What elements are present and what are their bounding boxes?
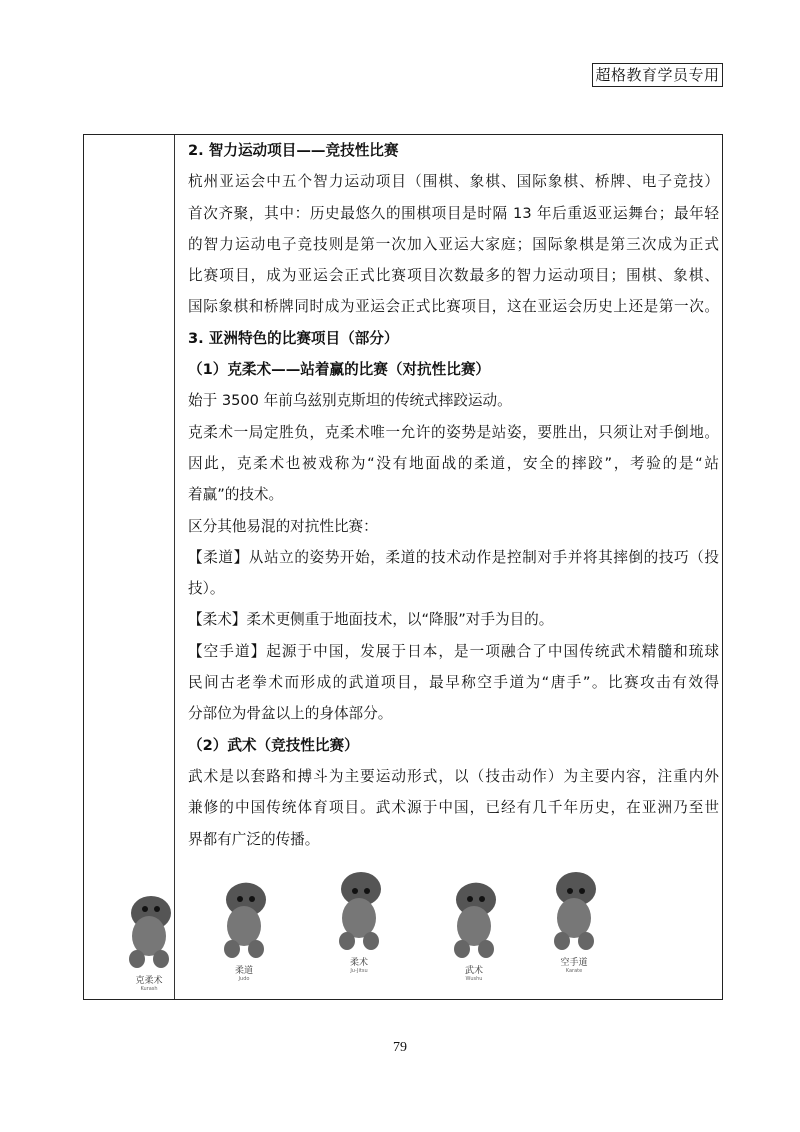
mascot-image: [434, 871, 514, 961]
text-line: 的智力运动电子竞技则是第一次加入亚运大家庭；国际象棋是第三次成为正式: [188, 235, 719, 253]
section-heading: 2. 智力运动项目——竞技性比赛: [188, 142, 399, 159]
header-badge: 超格教育学员专用: [592, 63, 723, 87]
mascot-figure: [104, 881, 194, 992]
figure-subcaption: Karate: [565, 968, 583, 974]
page-number: 79: [393, 1040, 407, 1055]
text-line: 【空手道】起源于中国，发展于日本，是一项融合了中国传统武术精髓和琉球: [188, 642, 719, 660]
text-line: 国际象棋和桥牌同时成为亚运会正式比赛项目，这在亚运会历史上还是第一次。: [188, 298, 719, 316]
text-line: 首次齐聚，其中：历史最悠久的围棋项目是时隔 13 年后重返亚运舞台；最年轻: [188, 204, 719, 222]
figure-caption: 柔道: [234, 966, 253, 976]
text-line: 界都有广泛的传播。: [188, 830, 320, 848]
figure-caption: 空手道: [560, 958, 588, 968]
mascot-figure: [529, 863, 619, 974]
text-line: 杭州亚运会中五个智力运动项目（围棋、象棋、国际象棋、桥牌、电子竞技）: [188, 173, 719, 191]
text-line: 技）。: [188, 580, 225, 598]
text-line: 比赛项目，成为亚运会正式比赛项目次数最多的智力运动项目；围棋、象棋、: [188, 267, 719, 285]
text-line: 区分其他易混的对抗性比赛：: [188, 517, 378, 535]
figure-caption: 柔术: [349, 958, 368, 968]
text-line: 因此，克柔术也被戏称为“没有地面战的柔道，安全的摔跤”，考验的是“站: [188, 454, 719, 472]
text-line: 兼修的中国传统体育项目。武术源于中国，已经有几千年历史，在亚洲乃至世: [188, 799, 719, 817]
mascot-figure: [429, 871, 519, 982]
text-line: 武术是以套路和搏斗为主要运动形式，以（技击动作）为主要内容，注重内外: [188, 767, 719, 785]
text-line: 【柔术】柔术更侧重于地面技术，以“降服”对手为目的。: [188, 611, 554, 629]
mascot-image: [204, 871, 284, 961]
mascot-image: [534, 863, 614, 953]
mascot-image: [109, 881, 189, 971]
text-line: 民间古老拳术而形成的武道项目，最早称空手道为“唐手”。比赛攻击有效得: [188, 674, 719, 692]
text-line: 克柔术一局定胜负，克柔术唯一允许的姿势是站姿，要胜出，只须让对手倒地。: [188, 423, 719, 441]
mascot-figures: [104, 863, 624, 993]
text-line: 始于 3500 年前乌兹别克斯坦的传统式摔跤运动。: [188, 392, 512, 410]
figure-subcaption: Kurash: [140, 986, 158, 992]
figure-subcaption: Ju-Jitsu: [350, 968, 368, 974]
content-column: [188, 135, 719, 855]
text-line: 着赢”的技术。: [188, 486, 284, 504]
mascot-figure: [314, 863, 404, 974]
figure-caption: 克柔术: [135, 976, 163, 986]
text-line: 【柔道】从站立的姿势开始，柔道的技术动作是控制对手并将其摔倒的技巧（投: [188, 548, 719, 566]
mascot-image: [319, 863, 399, 953]
content-table: [83, 134, 723, 1000]
figure-subcaption: Judo: [238, 976, 250, 982]
section-heading: （2）武术（竞技性比赛）: [188, 736, 359, 754]
text-line: 分部位为骨盆以上的身体部分。: [188, 705, 393, 723]
mascot-figure: [199, 871, 289, 982]
section-heading: （1）克柔术——站着赢的比赛（对抗性比赛）: [188, 361, 491, 379]
figure-subcaption: Wushu: [465, 976, 483, 982]
figure-caption: 武术: [464, 966, 483, 976]
section-heading: 3. 亚洲特色的比赛项目（部分）: [188, 329, 399, 347]
